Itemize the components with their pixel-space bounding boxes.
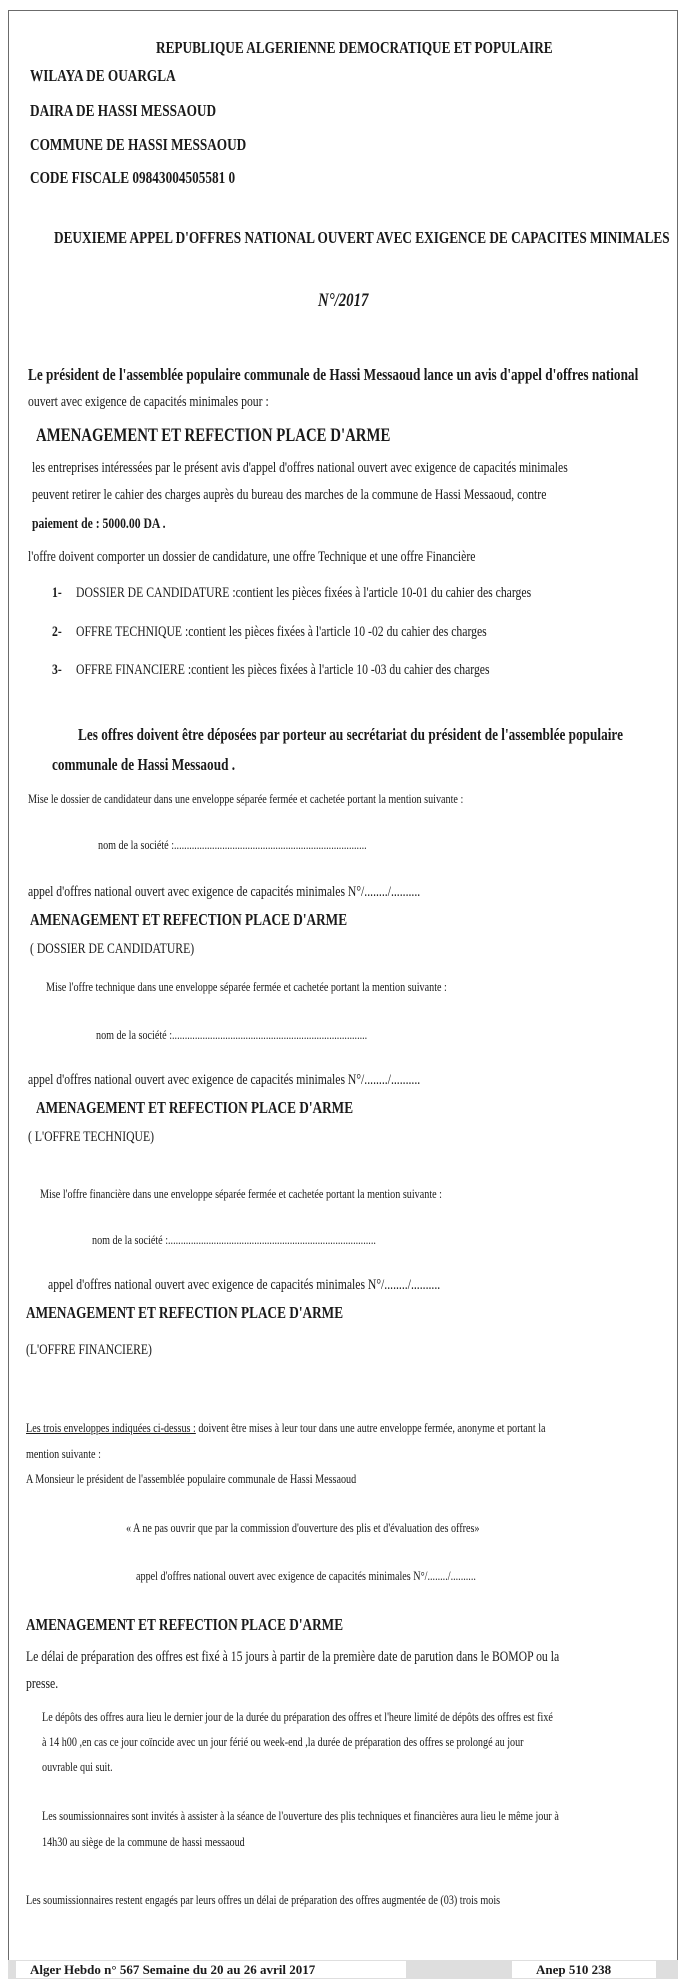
- envelope3-label: (L'OFFRE FINANCIERE): [26, 1342, 152, 1358]
- commune-line: COMMUNE DE HASSI MESSAOUD: [30, 135, 247, 154]
- engagement-line: Les soumissionnaires restent engagés par leurs offres un délai de préparation des offres augmentée de (03) trois mois: [26, 1892, 501, 1907]
- intro-line-2: ouvert avec exigence de capacités minimales pour :: [28, 394, 269, 410]
- envelope2-project: AMENAGEMENT ET REFECTION PLACE D'ARME: [36, 1098, 354, 1117]
- envelope2-appel: appel d'offres national ouvert avec exigence de capacités minimales N°/......../..........: [28, 1072, 421, 1088]
- envelope2-intro: Mise l'offre technique dans une enveloppe séparée fermée et cachetée portant la mention suivante :: [46, 979, 447, 994]
- document-title: DEUXIEME APPEL D'OFFRES NATIONAL OUVERT AVEC EXIGENCE DE CAPACITES MINIMALES: [54, 228, 670, 247]
- envelope1-intro: Mise le dossier de candidateur dans une enveloppe séparée fermée et cachetée portant la mention suivante :: [28, 791, 464, 806]
- item-number: 3-: [52, 662, 62, 678]
- invite-line-1: Les soumissionnaires sont invités à assister à la séance de l'ouverture des plis techniques et financières aura lieu le même jour à: [42, 1808, 559, 1823]
- outer-envelope-rest: doivent être mises à leur tour dans une autre enveloppe fermée, anonyme et portant la: [195, 1420, 546, 1435]
- deposit-line-1: Les offres doivent être déposées par porteur au secrétariat du président de l'assemblée populaire: [78, 725, 623, 744]
- envelope3-project: AMENAGEMENT ET REFECTION PLACE D'ARME: [26, 1303, 344, 1322]
- outer-envelope-underlined: Les trois enveloppes indiquées ci-dessus :: [26, 1420, 196, 1435]
- wilaya-line: WILAYA DE OUARGLA: [30, 66, 176, 85]
- delay-line-1: Le délai de préparation des offres est fixé à 15 jours à partir de la première date de parution dans le BOMOP ou la: [26, 1649, 560, 1665]
- item-text: OFFRE FINANCIERE :contient les pièces fixées à l'article 10 -03 du cahier des charges: [76, 662, 490, 678]
- item-number: 2-: [52, 624, 62, 640]
- body-line-2: peuvent retirer le cahier des charges auprès du bureau des marches de la commune de Hassi Messaoud, contre: [32, 487, 547, 503]
- item-text: DOSSIER DE CANDIDATURE :contient les pièces fixées à l'article 10-01 du cahier des charges: [76, 585, 532, 601]
- deposit-paragraph-line-2: à 14 h00 ,en cas ce jour coïncide avec un jour férié ou week-end ,la durée de préparation des offres se prolongé au jour: [42, 1734, 524, 1749]
- deposit-paragraph-line-3: ouvrable qui suit.: [42, 1759, 113, 1774]
- delay-line-2: presse.: [26, 1676, 59, 1692]
- project-title: AMENAGEMENT ET REFECTION PLACE D'ARME: [36, 425, 391, 446]
- tender-number: N°/2017: [318, 290, 369, 311]
- deposit-line-2: communale de Hassi Messaoud .: [52, 755, 236, 774]
- outer-envelope-addressee: A Monsieur le président de l'assemblée populaire communale de Hassi Messaoud: [26, 1471, 357, 1486]
- invite-line-2: 14h30 au siège de la commune de hassi messaoud: [42, 1834, 245, 1849]
- envelope3-company: nom de la société :..................................................................................: [92, 1232, 376, 1247]
- envelope1-company: nom de la société :............................................................................: [98, 837, 367, 852]
- body-line-4: l'offre doivent comporter un dossier de candidature, une offre Technique et une offre Financière: [28, 549, 476, 565]
- envelope1-label: ( DOSSIER DE CANDIDATURE): [30, 941, 195, 957]
- code-fiscal-line: CODE FISCALE 09843004505581 0: [30, 168, 236, 187]
- intro-line-1: Le président de l'assemblée populaire communale de Hassi Messaoud lance un avis d'appel d'offres national: [28, 365, 639, 384]
- envelope1-appel: appel d'offres national ouvert avec exigence de capacités minimales N°/......../..........: [28, 884, 421, 900]
- envelope2-company: nom de la société :.............................................................................: [96, 1027, 368, 1042]
- daira-line: DAIRA DE HASSI MESSAOUD: [30, 101, 217, 120]
- item-text: OFFRE TECHNIQUE :contient les pièces fixées à l'article 10 -02 du cahier des charges: [76, 624, 487, 640]
- outer-envelope-appel: appel d'offres national ouvert avec exigence de capacités minimales N°/......../..........: [136, 1568, 476, 1583]
- envelope2-label: ( L'OFFRE TECHNIQUE): [28, 1129, 155, 1145]
- anep-reference: Anep 510 238: [536, 1962, 612, 1977]
- envelope3-intro: Mise l'offre financière dans une enveloppe séparée fermée et cachetée portant la mention suivante :: [40, 1186, 442, 1201]
- item-number: 1-: [52, 585, 62, 601]
- body-line-3: paiement de : 5000.00 DA .: [32, 516, 166, 532]
- envelope1-project: AMENAGEMENT ET REFECTION PLACE D'ARME: [30, 910, 348, 929]
- outer-envelope-quote: « A ne pas ouvrir que par la commission d'ouverture des plis et d'évaluation des offres»: [126, 1520, 480, 1535]
- outer-envelope-line-1: [26, 1420, 546, 1436]
- outer-envelope-line-2: mention suivante :: [26, 1446, 101, 1461]
- envelope3-appel: appel d'offres national ouvert avec exigence de capacités minimales N°/......../..........: [48, 1277, 441, 1293]
- outer-envelope-project: AMENAGEMENT ET REFECTION PLACE D'ARME: [26, 1615, 344, 1634]
- body-line-1: les entreprises intéressées par le présent avis d'appel d'offres national ouvert avec exigence de capacités minimales: [32, 460, 568, 476]
- deposit-paragraph-line-1: Le dépôts des offres aura lieu le dernier jour de la durée du préparation des offres et l'heure limité de dépôts des offres est fixé: [42, 1709, 553, 1724]
- republic-heading: REPUBLIQUE ALGERIENNE DEMOCRATIQUE ET POPULAIRE: [156, 38, 553, 57]
- publication-info: Alger Hebdo n° 567 Semaine du 20 au 26 avril 2017: [30, 1962, 316, 1977]
